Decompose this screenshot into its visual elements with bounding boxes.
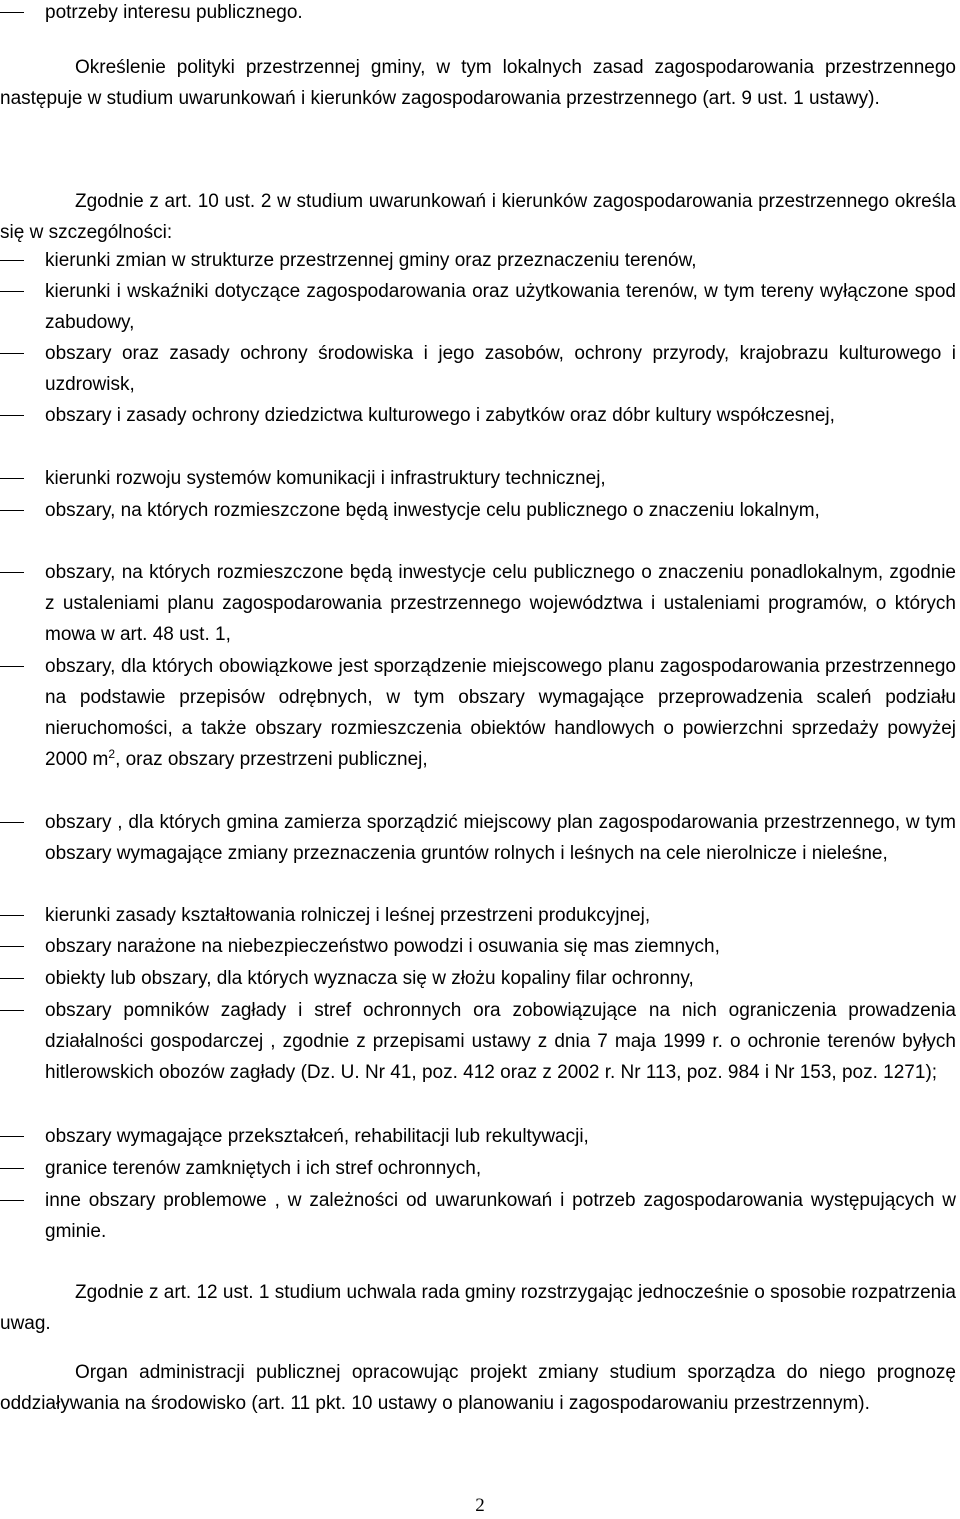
- list-item: [0, 276, 956, 338]
- list-item-text-part: , oraz obszary przestrzeni publicznej,: [115, 749, 428, 770]
- paragraph-policy: [0, 52, 956, 114]
- list-item: [0, 338, 956, 400]
- list-item-text: obszary, na których rozmieszczone będą inwestycje celu publicznego o znaczeniu ponadlokalnym, zgodnie z ustaleniami planu zagospodarowania przestrzennego województwa i ustaleniami programów, o których mowa w art. 48 ust. 1,: [45, 562, 956, 645]
- list-item-text: potrzeby interesu publicznego.: [45, 2, 303, 23]
- superscript: 2: [108, 747, 116, 761]
- list-item: [0, 557, 956, 650]
- list-item: [0, 807, 956, 869]
- paragraph-prognosis: [0, 1357, 956, 1419]
- list-item-text: inne obszary problemowe , w zależności od uwarunkowań i potrzeb zagospodarowania występujących w gminie.: [45, 1190, 956, 1242]
- list-item: [0, 963, 956, 994]
- list-item-text: granice terenów zamkniętych i ich stref ochronnych,: [45, 1158, 482, 1179]
- list-item-text: obszary, na których rozmieszczone będą inwestycje celu publicznego o znaczeniu lokalnym,: [45, 500, 820, 521]
- list-item-text: obszary pomników zagłady i stref ochronnych ora zobowiązujące na nich ograniczenia prowadzenia działalności gospodarczej , zgodnie z przepisami ustawy z dnia 7 maja 1999 r. o ochronie terenów byłych hitlerowskich obozów zagłady (Dz. U. Nr 41, poz. 412 oraz z 2002 r. Nr 113, poz. 984 i Nr 153, poz. 1271);: [45, 1000, 956, 1083]
- list-item-text-part: obszary, dla których obowiązkowe jest sporządzenie miejscowego planu zagospodarowania przestrzennego na podstawie przepisów odrębnych, w tym obszary wymagające przeprowadzenia scaleń podziału nieruchomości, a także obszary rozmieszczenia obiektów handlowych o powierzchni sprzedaży powyżej 2000 m: [45, 656, 956, 770]
- list-item-text: kierunki zmian w strukturze przestrzennej gminy oraz przeznaczeniu terenów,: [45, 250, 697, 271]
- paragraph-art10: [0, 186, 956, 248]
- list-item: [0, 931, 956, 962]
- list-item: [0, 245, 956, 276]
- paragraph-text: Określenie polityki przestrzennej gminy, w tym lokalnych zasad zagospodarowania przestrzennego następuje w studium uwarunkowań i kierunków zagospodarowania przestrzennego (art. 9 ust. 1 ustawy).: [0, 57, 956, 109]
- list-item: [0, 1185, 956, 1247]
- list-item-text: obiekty lub obszary, dla których wyznacza się w złożu kopaliny filar ochronny,: [45, 968, 694, 989]
- list-item-text: obszary wymagające przekształceń, rehabilitacji lub rekultywacji,: [45, 1126, 589, 1147]
- list-item: [0, 995, 956, 1088]
- list-item: [0, 1121, 956, 1152]
- list-item-text: obszary oraz zasady ochrony środowiska i jego zasobów, ochrony przyrody, krajobrazu kulturowego i uzdrowisk,: [45, 343, 956, 395]
- list-item-text: kierunki i wskaźniki dotyczące zagospodarowania oraz użytkowania terenów, w tym tereny wyłączone spod zabudowy,: [45, 281, 956, 333]
- paragraph-art12: [0, 1277, 956, 1339]
- paragraph-text: Zgodnie z art. 10 ust. 2 w studium uwarunkowań i kierunków zagospodarowania przestrzennego określa się w szczególności:: [0, 191, 956, 243]
- list-item-text: obszary i zasady ochrony dziedzictwa kulturowego i zabytków oraz dóbr kultury współczesnej,: [45, 405, 835, 426]
- list-item-text: obszary narażone na niebezpieczeństwo powodzi i osuwania się mas ziemnych,: [45, 936, 720, 957]
- list-item-text: obszary , dla których gmina zamierza sporządzić miejscowy plan zagospodarowania przestrzennego, w tym obszary wymagające zmiany przeznaczenia gruntów rolnych i leśnych na cele nierolnicze i nieleśne,: [45, 812, 956, 864]
- list-item: [0, 651, 956, 775]
- list-item-text: kierunki rozwoju systemów komunikacji i infrastruktury technicznej,: [45, 468, 606, 489]
- list-item-text: kierunki zasady kształtowania rolniczej i leśnej przestrzeni produkcyjnej,: [45, 905, 651, 926]
- list-item: [0, 400, 956, 431]
- paragraph-text: Organ administracji publicznej opracowując projekt zmiany studium sporządza do niego prognozę oddziaływania na środowisko (art. 11 pkt. 10 ustawy o planowaniu i zagospodarowaniu przestrzennym).: [0, 1362, 956, 1414]
- list-item: [0, 0, 956, 28]
- list-item: [0, 900, 956, 931]
- list-item: [0, 495, 956, 526]
- paragraph-text: Zgodnie z art. 12 ust. 1 studium uchwala rada gminy rozstrzygając jednocześnie o sposobie rozpatrzenia uwag.: [0, 1282, 956, 1334]
- page-number: 2: [475, 1495, 485, 1516]
- list-item: [0, 1153, 956, 1184]
- list-item: [0, 463, 956, 494]
- list-item-text: [45, 651, 956, 775]
